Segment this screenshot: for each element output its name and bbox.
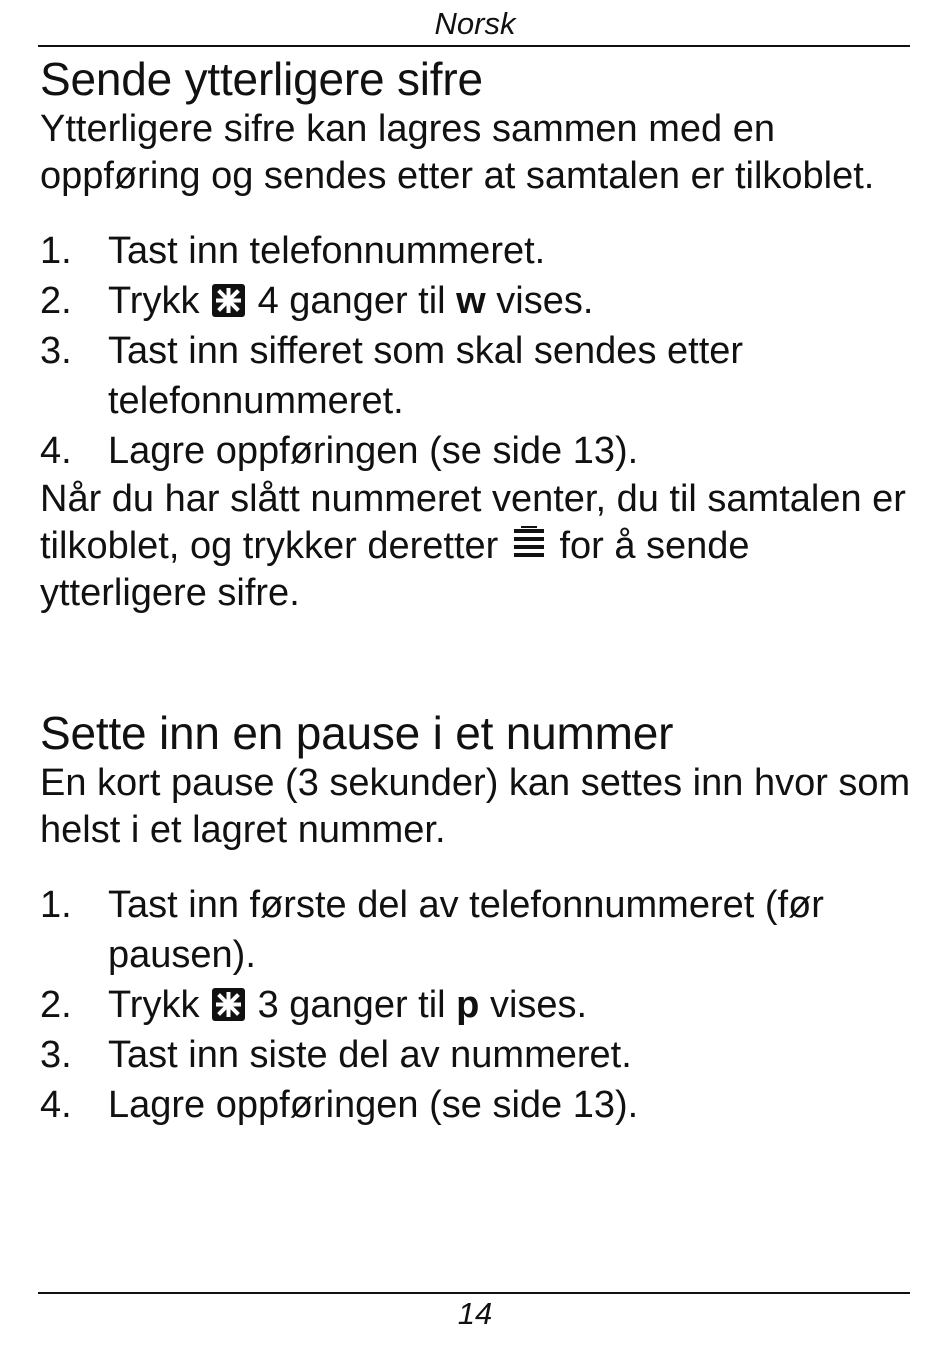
star-key-icon: [212, 284, 245, 317]
step-text: Lagre oppføringen (se side 13).: [108, 1084, 639, 1126]
step-number: 1.: [40, 884, 72, 926]
section-title: Sende ytterligere sifre: [40, 53, 483, 105]
step-text-bold: p: [456, 984, 480, 1026]
menu-key-icon: [511, 526, 547, 562]
section-outro: [40, 476, 920, 617]
section-intro: En kort pause (3 sekunder) kan settes inn hvor som helst i et lagret nummer.: [40, 762, 911, 851]
step-number: 1.: [40, 230, 72, 272]
step-number: 2.: [40, 280, 72, 322]
list-item: [40, 1030, 920, 1080]
page-number: 14: [457, 1296, 493, 1331]
outro-text-post: for å sende ytterligere sifre.: [40, 525, 750, 614]
footer-rule: [38, 1292, 910, 1294]
step-list: [40, 880, 920, 1130]
step-text: Tast inn første del av telefonnummeret (før pausen).: [108, 884, 824, 976]
section-insert-pause: [40, 706, 920, 1130]
header-rule: [38, 45, 910, 47]
running-header-language: Norsk: [434, 6, 516, 41]
step-number: 3.: [40, 330, 72, 372]
step-number: 3.: [40, 1034, 72, 1076]
list-item: [40, 226, 920, 276]
step-text: Tast inn telefonnummeret.: [108, 230, 546, 272]
step-text-mid: 4 ganger til: [257, 280, 446, 322]
step-text-post: vises.: [489, 984, 588, 1026]
step-number: 4.: [40, 430, 72, 472]
list-item: [40, 326, 920, 426]
step-text-pre: Trykk: [108, 280, 200, 322]
list-item: [40, 1080, 920, 1130]
section-title: Sette inn en pause i et nummer: [40, 707, 674, 759]
star-key-icon: [212, 988, 245, 1021]
list-item: [40, 426, 920, 476]
step-text-post: vises.: [496, 280, 594, 322]
step-list: [40, 226, 920, 476]
section-send-extra-digits: [40, 52, 920, 617]
list-item: [40, 980, 920, 1030]
list-item: [40, 880, 920, 980]
list-item: [40, 276, 920, 326]
step-text: Tast inn sifferet som skal sendes etter telefonnummeret.: [108, 330, 744, 422]
step-text-pre: Trykk: [108, 984, 200, 1026]
step-text: Lagre oppføringen (se side 13).: [108, 430, 639, 472]
section-intro: Ytterligere sifre kan lagres sammen med en oppføring og sendes etter at samtalen er tilkoblet.: [40, 108, 875, 197]
outro-text-pre: Når du har slått nummeret venter, du til samtalen er tilkoblet, og trykker deretter: [40, 478, 906, 567]
step-number: 4.: [40, 1084, 72, 1126]
step-text-mid: 3 ganger til: [257, 984, 446, 1026]
step-text-bold: w: [456, 280, 486, 322]
step-number: 2.: [40, 984, 72, 1026]
step-text: Tast inn siste del av nummeret.: [108, 1034, 632, 1076]
